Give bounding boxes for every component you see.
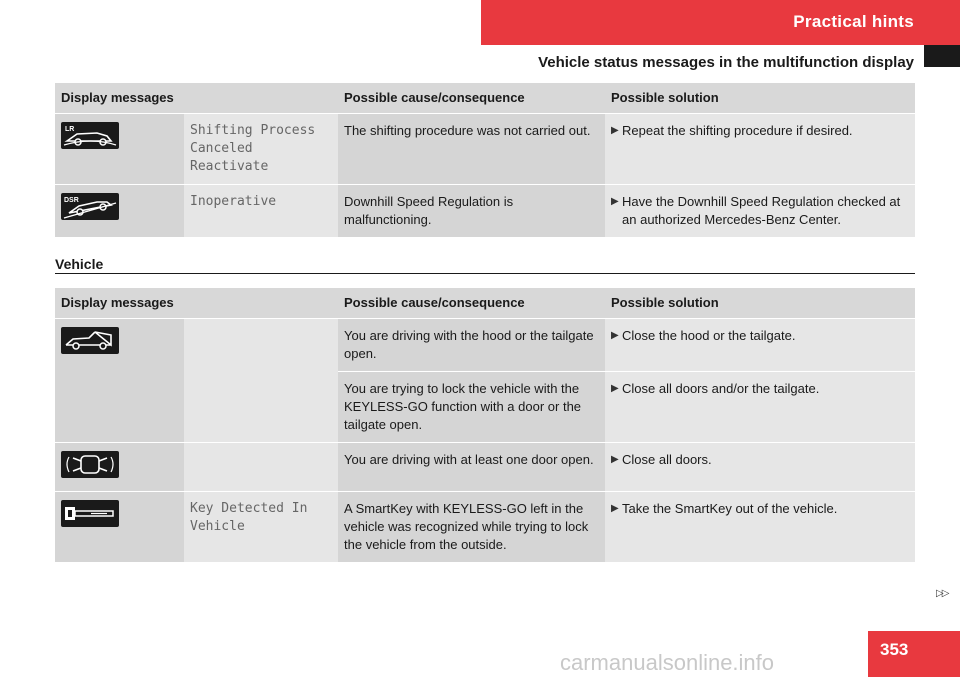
table-header-row [55,83,915,114]
page-number-badge [868,631,960,677]
status-table-2 [55,288,915,563]
solution-text: Take the SmartKey out of the vehicle. [622,501,838,516]
section-header-bar [481,0,960,45]
cause-text: You are trying to lock the vehicle with the KEYLESS-GO function with a door or the tailgate open. [338,372,605,443]
solution-text: Have the Downhill Speed Regulation checked at an authorized Mercedes-Benz Center. [622,194,901,227]
lr-offroad-vehicle-icon [61,122,119,149]
section-title-header: Practical hints [793,12,914,31]
col-header-cause: Possible cause/consequence [338,83,605,114]
solution-text: Close all doors. [622,452,712,467]
icon-cell [55,114,184,185]
icon-cell [55,492,184,563]
section-divider [55,273,915,274]
table-row [55,114,915,185]
solution-text: Close all doors and/or the tailgate. [622,381,820,396]
bullet-arrow-icon: ▶ [611,383,619,394]
display-message [184,319,338,443]
table-row [55,319,915,372]
display-message [184,443,338,492]
bullet-arrow-icon: ▶ [611,330,619,341]
page-number: 353 [880,640,909,659]
display-message: Key Detected In Vehicle [184,492,338,563]
table-row [55,185,915,238]
bullet-arrow-icon: ▶ [611,454,619,465]
solution-cell [605,443,915,492]
cause-text: A SmartKey with KEYLESS-GO left in the vehicle was recognized while trying to lock the vehicle from the outside. [338,492,605,563]
solution-cell [605,319,915,372]
solution-cell [605,372,915,443]
col-header-cause: Possible cause/consequence [338,288,605,319]
icon-cell [55,319,184,443]
icon-cell [55,443,184,492]
col-header-display: Display messages [55,83,338,114]
col-header-solution: Possible solution [605,288,915,319]
page-subtitle: Vehicle status messages in the multifunction display [538,54,914,71]
bullet-arrow-icon: ▶ [611,503,619,514]
header-tab-marker [924,45,960,67]
continue-arrow-icon: ▷▷ [936,588,948,599]
solution-text: Repeat the shifting procedure if desired. [622,123,853,138]
col-header-solution: Possible solution [605,83,915,114]
watermark: carmanualsonline.info [560,650,775,675]
dsr-icon-label: DSR [64,197,79,204]
col-header-display: Display messages [55,288,338,319]
solution-cell [605,114,915,185]
display-message: Shifting Process Canceled Reactivate [184,114,338,185]
table-header-row [55,288,915,319]
smartkey-icon [61,500,119,527]
display-message: Inoperative [184,185,338,238]
cause-text: The shifting procedure was not carried out. [338,114,605,185]
dsr-downhill-vehicle-icon [61,193,119,220]
status-table-1 [55,83,915,238]
bullet-arrow-icon: ▶ [611,196,619,207]
bullet-arrow-icon: ▶ [611,125,619,136]
icon-cell [55,185,184,238]
solution-cell [605,492,915,563]
table-row [55,492,915,563]
solution-cell [605,185,915,238]
table-row [55,443,915,492]
cause-text: Downhill Speed Regulation is malfunctioning. [338,185,605,238]
section-heading-vehicle: Vehicle [55,256,104,272]
cause-text: You are driving with at least one door open. [338,443,605,492]
hood-tailgate-open-icon [61,327,119,354]
lr-icon-label: LR [65,126,75,133]
solution-text: Close the hood or the tailgate. [622,328,796,343]
doors-open-icon [61,451,119,478]
cause-text: You are driving with the hood or the tailgate open. [338,319,605,372]
